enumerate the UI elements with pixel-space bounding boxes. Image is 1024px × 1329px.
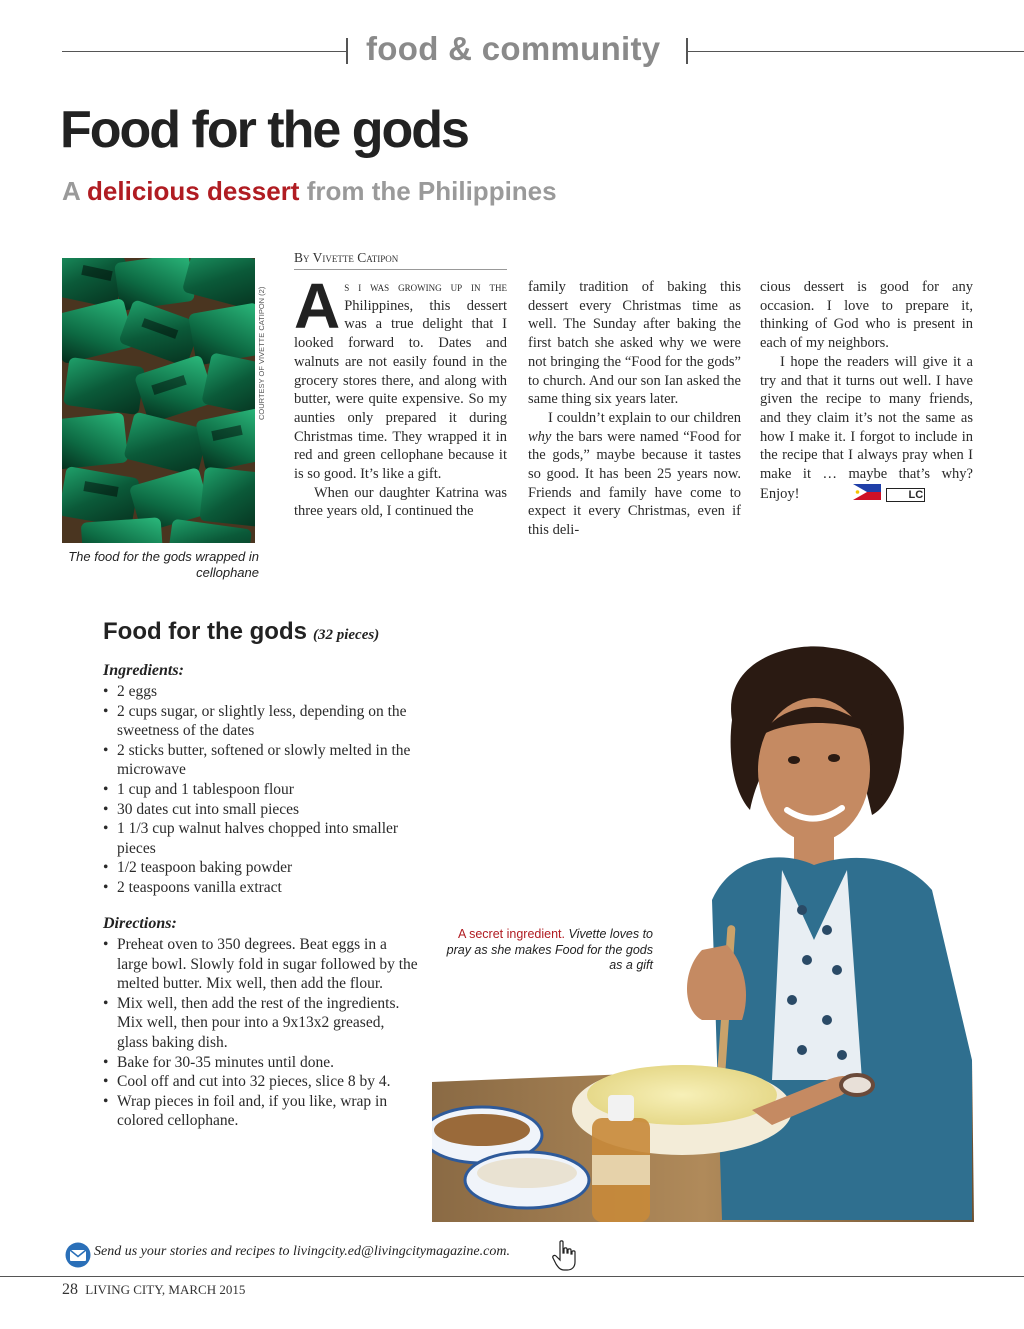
subhead xyxy=(62,176,557,207)
header-rule-left xyxy=(62,51,346,52)
ingredient-item: • 2 cups sugar, or slightly less, depending on the sweetness of the dates xyxy=(103,702,418,741)
hand-pointer-icon xyxy=(552,1240,578,1277)
paragraph-text: Philippines, this dessert was a true delight that I looked forward to. Dates and walnuts are not easily found in the grocery stores there, and along with butter, were quite expensive. So my aunties only prepared it during Christmas time. They wrapped it in red and green cellophane because it is so good. It’s like a gift. xyxy=(294,297,507,483)
philippines-flag-icon xyxy=(833,484,881,506)
article-paragraph xyxy=(528,409,741,540)
drop-cap: A xyxy=(294,270,341,342)
headline: Food for the gods xyxy=(60,101,468,159)
direction-step: • Mix well, then add the rest of the ingredients. Mix well, then pour into a 9x13x2 greased, glass baking dish. xyxy=(103,994,418,1053)
magazine-name: LIVING CITY, xyxy=(85,1282,166,1297)
caption-text: Vivette loves to pray as she makes Food for the gods as a gift xyxy=(446,927,653,972)
submission-email-link[interactable]: Send us your stories and recipes to livingcity.ed@livingcitymagazine.com. xyxy=(94,1244,510,1259)
subhead-accent: delicious dessert xyxy=(87,176,300,206)
folio xyxy=(62,1281,245,1299)
ingredient-item: • 2 eggs xyxy=(103,682,418,702)
article-paragraph: family tradition of baking this dessert every Christmas time as well. The Sunday after baking the first batch she asked why we were not bringing the “Food for the gods” to church. And our son Ian asked the same thing six years later. xyxy=(528,279,741,408)
mail-icon[interactable] xyxy=(64,1242,92,1273)
submission-note xyxy=(64,1240,604,1268)
recipe-name: Food for the gods xyxy=(103,618,307,645)
cellophane-photo xyxy=(62,258,255,543)
header-rule-tick xyxy=(346,38,348,64)
article-paragraph: cious dessert is good for any occasion. I love to prepare it, thinking of God who is present in each of my neighbors. xyxy=(760,279,973,352)
direction-step: • Preheat oven to 350 degrees. Beat eggs in a large bowl. Slowly fold in sugar followed by the melted butter. Mix well, then add the flour. xyxy=(103,935,418,994)
paragraph-text: the bars were named “Food for the gods,” maybe because it tastes so good. It has been 25 years now. Friends and family have come to expect it every Christmas, even if this deli- xyxy=(528,428,741,539)
footer-rule xyxy=(0,1276,1024,1277)
photo1-caption: The food for the gods wrapped in cellophane xyxy=(68,549,259,580)
byline-prefix: By xyxy=(294,250,313,265)
ingredient-item: • 1 cup and 1 tablespoon flour xyxy=(103,780,418,800)
ingredient-item: • 2 sticks butter, softened or slowly melted in the microwave xyxy=(103,741,418,780)
header-rule-right xyxy=(688,51,1024,52)
article-paragraph xyxy=(760,353,973,506)
ingredients-list xyxy=(103,682,418,898)
lead-in: s i was growing up in the xyxy=(344,279,507,294)
ingredient-item: • 30 dates cut into small pieces xyxy=(103,800,418,820)
directions-list xyxy=(103,935,418,1131)
direction-step: • Wrap pieces in foil and, if you like, wrap in colored cellophane. xyxy=(103,1092,418,1131)
photo2-caption xyxy=(440,927,653,974)
paragraph-text: I couldn’t explain to our children xyxy=(548,409,741,426)
direction-step: • Bake for 30-35 minutes until done. xyxy=(103,1053,418,1073)
emphasis-why: why xyxy=(528,428,552,445)
article-paragraph: When our daughter Katrina was three years old, I continued the xyxy=(294,484,507,520)
section-title: food & community xyxy=(366,30,661,67)
directions-heading: Directions: xyxy=(103,915,177,932)
byline xyxy=(294,250,507,270)
paragraph-text: I hope the readers will give it a try and that it turns out well. I have given the recipe to many friends, and they claim it’s not the same as how I make it. I forgot to include in the recipe that I always pray when I make it … maybe that’s why? Enjoy! xyxy=(760,353,973,502)
end-mark-logo: LC xyxy=(886,488,925,502)
caption-highlight: A secret ingredient. xyxy=(457,927,565,941)
ingredient-item: • 1/2 teaspoon baking powder xyxy=(103,858,418,878)
subhead-part2: from the Philippines xyxy=(299,176,557,206)
issue-date: MARCH 2015 xyxy=(168,1282,246,1297)
section-header xyxy=(0,30,1024,74)
article-paragraph xyxy=(294,270,507,484)
direction-step: • Cool off and cut into 32 pieces, slice 8 by 4. xyxy=(103,1072,418,1092)
subhead-part1: A xyxy=(62,176,88,206)
recipe-title xyxy=(103,618,379,646)
article-column-3 xyxy=(760,278,973,505)
page-number: 28 xyxy=(62,1281,78,1298)
ingredient-item: • 2 teaspoons vanilla extract xyxy=(103,878,418,898)
article-column-1 xyxy=(294,270,507,521)
byline-author: Vivette Catipon xyxy=(312,250,399,265)
article-column-2 xyxy=(528,278,741,540)
ingredients-heading: Ingredients: xyxy=(103,662,184,679)
photo-credit: COURTESY OF VIVETTE CATIPON (2) xyxy=(257,286,266,420)
recipe-yield: (32 pieces) xyxy=(312,627,380,643)
ingredient-item: • 1 1/3 cup walnut halves chopped into smaller pieces xyxy=(103,819,418,858)
